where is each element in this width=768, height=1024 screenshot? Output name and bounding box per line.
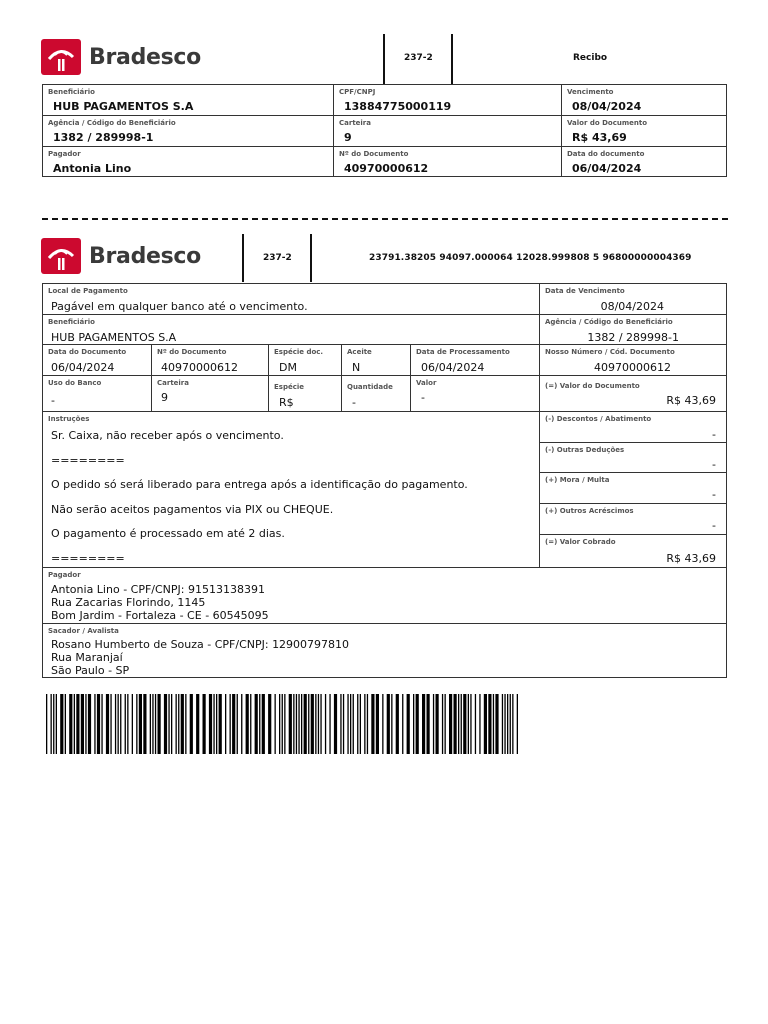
barcode-bar — [250, 694, 251, 754]
carteira: Carteira 9 — [152, 376, 269, 412]
barcode-bar — [65, 694, 66, 754]
barcode-bar — [382, 694, 383, 754]
barcode-bar — [391, 694, 392, 754]
barcode-bar — [454, 694, 457, 754]
barcode-bar — [120, 694, 121, 754]
barcode-bar — [203, 694, 206, 754]
receipt-bank-code: 237-2 — [404, 53, 433, 63]
aceite: Aceite N — [342, 345, 411, 376]
bradesco-tree-icon — [41, 238, 81, 274]
receipt-carteira: Carteira 9 — [334, 116, 562, 147]
instrucao-line: O pedido só será liberado para entrega após a identificação do pagamento. — [51, 478, 468, 491]
barcode-bar — [69, 694, 72, 754]
bradesco-wordmark: Bradesco — [89, 44, 201, 70]
barcode-bar — [216, 694, 217, 754]
agencia-codigo: Agência / Código do Beneficiário 1382 / 289998-1 — [540, 315, 726, 345]
barcode-bar — [139, 694, 142, 754]
sacador-line: São Paulo - SP — [51, 664, 130, 677]
barcode-bar — [449, 694, 452, 754]
bradesco-logo — [41, 39, 201, 75]
barcode-bar — [171, 694, 172, 754]
carteira-value: 9 — [161, 391, 168, 404]
barcode-bar — [360, 694, 361, 754]
barcode-bar — [118, 694, 119, 754]
quantidade-value: - — [352, 396, 356, 409]
sacador-avalista: Sacador / Avalista Rosano Humberto de Souza - CPF/CNPJ: 12900797810 Rua Maranjaí São Paulo - SP — [48, 627, 350, 677]
pagador-line: Bom Jardim - Fortaleza - CE - 60545095 — [51, 609, 269, 622]
valor: Valor - — [411, 376, 540, 412]
barcode-bar — [298, 694, 299, 754]
receipt-beneficiario-value: HUB PAGAMENTOS S.A — [53, 100, 194, 113]
instrucao-line: O pagamento é processado em até 2 dias. — [51, 527, 285, 540]
barcode-bar — [178, 694, 179, 754]
barcode-bar — [357, 694, 358, 754]
pagador-line: Antonia Lino - CPF/CNPJ: 91513138391 — [51, 583, 265, 596]
barcode-bar — [115, 694, 116, 754]
barcode-bar — [136, 694, 137, 754]
barcode-bar — [74, 694, 75, 754]
barcode-bar — [407, 694, 410, 754]
nosso-numero: Nosso Número / Cód. Documento 40970000612 — [540, 345, 726, 376]
barcode-bar — [132, 694, 133, 754]
valor-value: - — [421, 391, 425, 404]
local-pagamento: Local de Pagamento Pagável em qualquer banco até o vencimento. — [43, 284, 540, 315]
receipt-valor-documento: Valor do Documento R$ 43,69 — [562, 116, 726, 147]
barcode-bar — [502, 694, 503, 754]
barcode-bar — [225, 694, 226, 754]
especie-doc-value: DM — [279, 361, 297, 374]
barcode-bar — [350, 694, 351, 754]
barcode-bar — [246, 694, 249, 754]
barcode-bar — [56, 694, 57, 754]
barcode-bar — [315, 694, 316, 754]
data-documento-value: 06/04/2024 — [51, 361, 115, 374]
barcode-bar — [289, 694, 292, 754]
barcode-bar — [468, 694, 469, 754]
barcode-bar — [262, 694, 265, 754]
barcode-bar — [237, 694, 238, 754]
barcode-bar — [495, 694, 498, 754]
outros-acrescimos: (+) Outros Acréscimos - — [540, 504, 726, 535]
barcode-bar — [427, 694, 430, 754]
pagador-line: Rua Zacarias Florindo, 1145 — [51, 596, 206, 609]
receipt-valor-documento-value: R$ 43,69 — [572, 131, 627, 144]
receipt-pagador: Pagador Antonia Lino — [43, 147, 334, 176]
barcode-bar — [110, 694, 111, 754]
descontos-value: - — [712, 428, 716, 441]
quantidade: Quantidade - — [342, 376, 411, 412]
barcode-bar — [347, 694, 348, 754]
receipt-data-documento: Data do documento 06/04/2024 — [567, 150, 645, 175]
barcode-bar — [125, 694, 126, 754]
receipt-agencia: Agência / Código do Beneficiário 1382 / 289998-1 — [43, 116, 334, 147]
receipt-carteira-value: 9 — [344, 131, 352, 144]
barcode-bar — [413, 694, 414, 754]
barcode-bar — [181, 694, 184, 754]
barcode-bar — [484, 694, 487, 754]
barcode-bar — [279, 694, 280, 754]
pagador: Pagador Antonia Lino - CPF/CNPJ: 91513138391 Rua Zacarias Florindo, 1145 Bom Jardim - Fortaleza - CE - 60545095 — [43, 568, 726, 624]
barcode-bar — [268, 694, 271, 754]
barcode-bar — [353, 694, 354, 754]
barcode-bar — [308, 694, 309, 754]
barcode-bar — [504, 694, 505, 754]
descontos: (-) Descontos / Abatimento - — [540, 412, 726, 443]
barcode-bar — [479, 694, 480, 754]
especie-value: R$ — [279, 396, 294, 409]
barcode-bar — [241, 694, 242, 754]
local-pagamento-value: Pagável em qualquer banco até o vencimento. — [51, 300, 308, 313]
barcode-bar — [155, 694, 156, 754]
valor-cobrado-value: R$ 43,69 — [666, 552, 716, 565]
outros-acrescimos-value: - — [712, 519, 716, 532]
data-processamento: Data de Processamento 06/04/2024 — [411, 345, 540, 376]
receipt-pagador-value: Antonia Lino — [53, 162, 132, 175]
especie: Espécie R$ — [269, 376, 342, 412]
receipt-cpf-cnpj: CPF/CNPJ 13884775000119 — [334, 85, 562, 116]
especie-doc: Espécie doc. DM — [269, 345, 342, 376]
data-vencimento-value: 08/04/2024 — [600, 300, 664, 313]
barcode-bar — [81, 694, 84, 754]
data-vencimento: Data de Vencimento 08/04/2024 — [540, 284, 726, 315]
cut-line — [42, 218, 728, 220]
instrucao-line: ======== — [51, 454, 125, 467]
agencia-codigo-value: 1382 / 289998-1 — [587, 331, 679, 344]
barcode-bar — [164, 694, 167, 754]
barcode-bar — [475, 694, 476, 754]
receipt-vencimento: Vencimento 08/04/2024 — [562, 85, 726, 116]
barcode-bar — [343, 694, 344, 754]
barcode-bar — [190, 694, 193, 754]
aceite-value: N — [352, 361, 361, 374]
barcode-bar — [158, 694, 161, 754]
barcode-bar — [376, 694, 379, 754]
barcode-bar — [46, 694, 47, 754]
barcode-bar — [296, 694, 297, 754]
barcode-bar — [396, 694, 399, 754]
barcode-bar — [422, 694, 425, 754]
barcode-bar — [85, 694, 86, 754]
barcode-bar — [334, 694, 337, 754]
bradesco-wordmark: Bradesco — [89, 243, 201, 269]
receipt-vencimento-value: 08/04/2024 — [572, 100, 642, 113]
barcode — [46, 694, 522, 754]
barcode-bar — [367, 694, 368, 754]
uso-banco: Uso do Banco - — [43, 376, 152, 412]
barcode-bar — [176, 694, 177, 754]
barcode-bar — [259, 694, 260, 754]
barcode-bar — [282, 694, 283, 754]
instrucao-line: Não serão aceitos pagamentos via PIX ou CHEQUE. — [51, 503, 334, 516]
instrucoes: Instruções Sr. Caixa, não receber após o vencimento. ======== O pedido só será liberado para entrega após a identificação do pagamento. Não serão aceitos pagamentos via PIX ou CHEQUE. O pagamento é processado em até 2 dias. ======== — [43, 412, 540, 568]
boleto-bank-code: 237-2 — [263, 253, 292, 263]
receipt-table — [42, 84, 727, 177]
barcode-bar — [219, 694, 222, 754]
sacador-line: Rua Maranjaí — [51, 651, 123, 664]
mora-multa: (+) Mora / Multa - — [540, 473, 726, 504]
barcode-bar — [185, 694, 186, 754]
barcode-bar — [512, 694, 513, 754]
barcode-bar — [458, 694, 459, 754]
barcode-bar — [445, 694, 446, 754]
barcode-bar — [340, 694, 341, 754]
beneficiario-value: HUB PAGAMENTOS S.A — [51, 331, 177, 344]
outras-deducoes: (-) Outras Deduções - — [540, 443, 726, 473]
bradesco-logo-boleto — [41, 238, 201, 274]
outras-deducoes-value: - — [712, 458, 716, 471]
receipt-agencia-value: 1382 / 289998-1 — [53, 131, 154, 144]
data-documento: Data do Documento 06/04/2024 — [43, 345, 152, 376]
barcode-bar — [97, 694, 100, 754]
instrucao-line: ======== — [51, 552, 125, 565]
barcode-bar — [230, 694, 231, 754]
barcode-bar — [284, 694, 285, 754]
barcode-bar — [88, 694, 91, 754]
barcode-bar — [364, 694, 365, 754]
receipt-num-documento-value: 40970000612 — [344, 162, 429, 175]
barcode-bar — [329, 694, 330, 754]
nosso-numero-value: 40970000612 — [594, 361, 671, 374]
barcode-bar — [293, 694, 294, 754]
barcode-bar — [493, 694, 494, 754]
barcode-bar — [371, 694, 374, 754]
barcode-bar — [507, 694, 508, 754]
barcode-bar — [325, 694, 326, 754]
mora-multa-value: - — [712, 488, 716, 501]
barcode-bar — [433, 694, 434, 754]
num-documento: Nº do Documento 40970000612 — [152, 345, 269, 376]
barcode-bar — [232, 694, 235, 754]
barcode-bar — [510, 694, 511, 754]
valor-documento: (=) Valor do Documento R$ 43,69 — [540, 376, 726, 412]
barcode-bar — [94, 694, 95, 754]
barcode-bar — [304, 694, 307, 754]
barcode-bar — [106, 694, 109, 754]
barcode-bar — [436, 694, 439, 754]
barcode-bar — [463, 694, 466, 754]
uso-banco-value: - — [51, 394, 55, 407]
valor-documento-value: R$ 43,69 — [666, 394, 716, 407]
barcode-bar — [196, 694, 199, 754]
instrucao-line: Sr. Caixa, não receber após o vencimento. — [51, 429, 284, 442]
receipt-data-documento-value: 06/04/2024 — [572, 162, 642, 175]
barcode-bar — [53, 694, 54, 754]
barcode-bar — [127, 694, 128, 754]
barcode-bar — [301, 694, 302, 754]
valor-cobrado: (=) Valor Cobrado R$ 43,69 — [540, 535, 726, 568]
barcode-bar — [150, 694, 151, 754]
barcode-bar — [101, 694, 102, 754]
barcode-bar — [76, 694, 79, 754]
barcode-bar — [255, 694, 258, 754]
boleto-table — [42, 283, 727, 678]
barcode-bar — [275, 694, 276, 754]
barcode-bar — [320, 694, 321, 754]
barcode-bar — [387, 694, 390, 754]
beneficiario: Beneficiário HUB PAGAMENTOS S.A — [43, 315, 540, 345]
barcode-bar — [416, 694, 419, 754]
barcode-bar — [311, 694, 314, 754]
data-processamento-value: 06/04/2024 — [421, 361, 485, 374]
num-documento-value: 40970000612 — [161, 361, 238, 374]
receipt-num-documento: Nº do Documento 40970000612 — [334, 147, 562, 176]
barcode-bar — [488, 694, 491, 754]
sacador-line: Rosano Humberto de Souza - CPF/CNPJ: 12900797810 — [51, 638, 350, 651]
barcode-bar — [470, 694, 471, 754]
barcode-bar — [209, 694, 212, 754]
barcode-bar — [213, 694, 214, 754]
barcode-bar — [51, 694, 52, 754]
barcode-bar — [442, 694, 443, 754]
receipt-cpf-cnpj-value: 13884775000119 — [344, 100, 452, 113]
barcode-bar — [318, 694, 319, 754]
barcode-bar — [60, 694, 63, 754]
barcode-bar — [143, 694, 146, 754]
linha-digitavel: 23791.38205 94097.000064 12028.999808 5 96800000004369 — [369, 253, 692, 263]
receipt-beneficiario: Beneficiário HUB PAGAMENTOS S.A — [43, 85, 334, 116]
barcode-bar — [461, 694, 462, 754]
barcode-bar — [152, 694, 153, 754]
barcode-bar — [168, 694, 169, 754]
barcode-bar — [402, 694, 403, 754]
bradesco-tree-icon — [41, 39, 81, 75]
barcode-bar — [517, 694, 518, 754]
receipt-title: Recibo — [573, 53, 608, 63]
